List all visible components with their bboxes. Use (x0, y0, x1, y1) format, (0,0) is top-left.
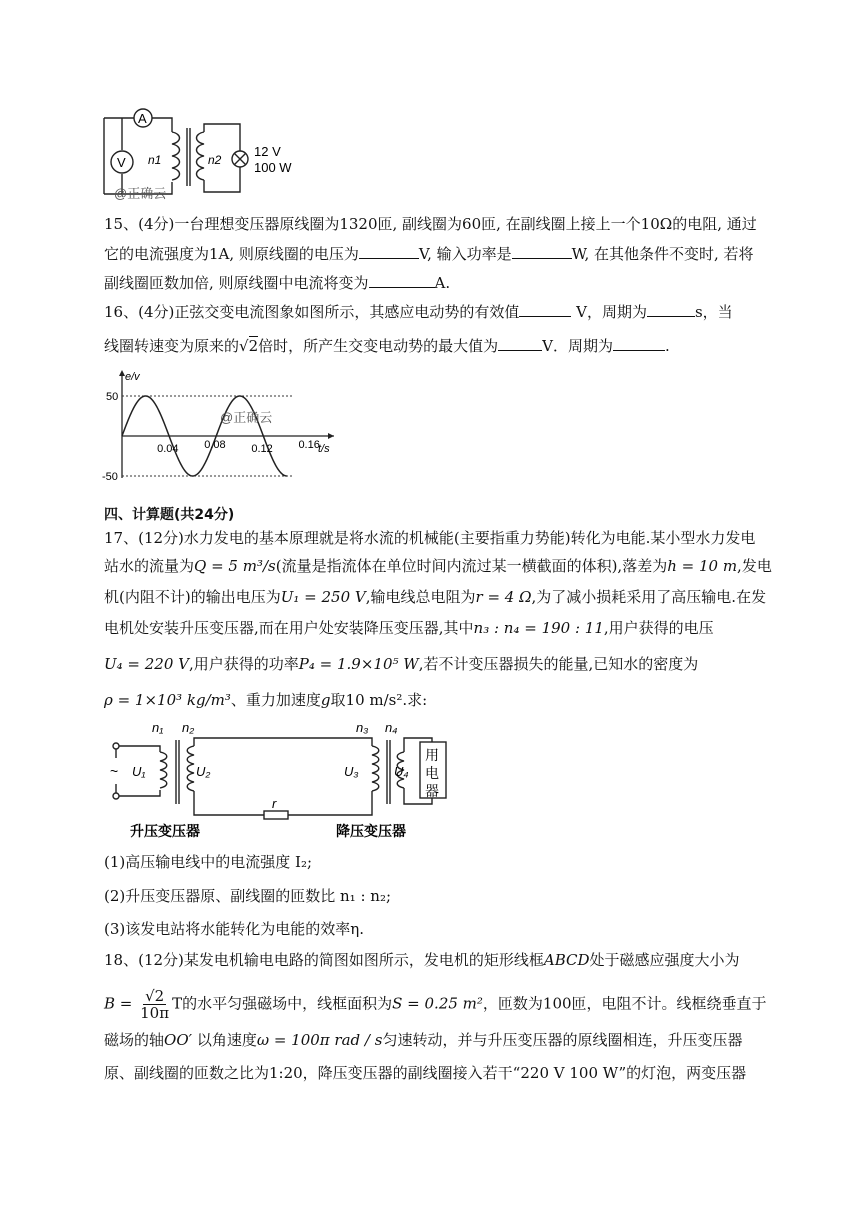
power-transmission-figure (104, 718, 464, 842)
n2-label: n2 (208, 153, 222, 167)
q17-line-4: 电机处安装升压变压器,而在用户处安装降压变压器,其中n₃ : n₄ = 190 : 11,用户获得的电压 (104, 619, 714, 637)
answer-blank[interactable] (498, 336, 542, 351)
q17-line-5: U₄ = 220 V,用户获得的功率P₄ = 1.9×10⁵ W,若不计变压器损失的能量,已知水的密度为 (104, 655, 699, 673)
voltmeter-label: V (117, 155, 126, 170)
answer-blank[interactable] (369, 273, 435, 288)
u4-label: U₄ (394, 764, 409, 779)
q16-line-1: 16、(4分)正弦交变电流图象如图所示，其感应电动势的有效值 V，周期为 s，当 (104, 303, 733, 321)
q15-line-1: 15、(4分)一台理想变压器原线圈为1320匝, 副线圈为60匝, 在副线圈上接上一个10Ω的电阻, 通过 (104, 215, 757, 233)
sine-wave-chart (100, 366, 340, 486)
answer-blank[interactable] (613, 336, 665, 351)
ammeter-label: A (138, 111, 147, 126)
q17-sub-2: (2)升压变压器原、副线圈的匝数比 n₁ : n₂; (104, 887, 392, 905)
section-title: 四、计算题(共24分) (104, 507, 235, 523)
n3-label: n₃ (356, 720, 369, 735)
y-tick-label: -50 (102, 471, 118, 483)
n4-label: n₄ (385, 720, 398, 735)
resistor-label: r (272, 796, 277, 811)
x-axis-label: t/s (318, 443, 330, 455)
q17-line-6: ρ = 1×10³ kg/m³、重力加速度g取10 m/s².求: (104, 691, 428, 709)
q17-line-3: 机(内阻不计)的输出电压为U₁ = 250 V,输电线总电阻为r = 4 Ω,为了减小损耗采用了高压输电.在发 (104, 588, 767, 606)
load-label-2: 电 (425, 765, 439, 781)
q18-line-2: B = $\frac{√2}{10\pi}$ T的水平匀强磁场中，线框面积为S = 0.25 m²，匝数为100匝，电阻不计。线框绕垂直于 (104, 987, 767, 1022)
q17-line-2: 站水的流量为Q = 5 m³/s(流量是指流体在单位时间内流过某一横截面的体积),落差为h = 10 m,发电 (104, 557, 772, 575)
sqrt-symbol: √2 (239, 337, 259, 355)
n1-label: n₁ (152, 720, 164, 735)
n2-label: n₂ (182, 720, 195, 735)
watermark: @正确云 (114, 186, 167, 200)
y-axis-label: e/v (125, 371, 140, 383)
answer-blank[interactable] (519, 302, 571, 317)
x-tick-label: 0.12 (251, 443, 273, 455)
answer-blank[interactable] (647, 302, 695, 317)
n1-label: n1 (148, 153, 162, 167)
x-tick-label: 0.08 (204, 439, 226, 451)
step-up-label: 升压变压器 (130, 823, 200, 839)
watermark: @正确云 (220, 410, 273, 425)
load-label-3: 器 (425, 783, 439, 799)
q17-line-1: 17、(12分)水力发电的基本原理就是将水流的机械能(主要指重力势能)转化为电能.某小型水力发电 (104, 529, 756, 547)
load-label-1: 用 (425, 747, 439, 763)
q17-sub-1: (1)高压输电线中的电流强度 I₂; (104, 853, 313, 871)
x-tick-label: 0.16 (298, 439, 320, 451)
q15-line-3: 副线圈匝数加倍, 则原线圈中电流将变为 A. (104, 274, 451, 292)
q15-line-2: 它的电流强度为1A, 则原线圈的电压为 V, 输入功率是 W, 在其他条件不变时, 若将 (104, 245, 754, 263)
x-tick-label: 0.04 (157, 443, 179, 455)
u2-label: U₂ (196, 764, 211, 779)
q18-line-4: 原、副线圈的匝数之比为1:20，降压变压器的副线圈接入若干“220 V 100 W”的灯泡，两变压器 (104, 1064, 747, 1082)
x-axis-arrow (328, 433, 334, 439)
transformer-circuit-figure (100, 104, 300, 200)
u1-label: U₁ (132, 764, 146, 779)
q17-sub-3: (3)该发电站将水能转化为电能的效率η. (104, 920, 365, 938)
lamp-power: 100 W (254, 160, 292, 175)
answer-blank[interactable] (359, 244, 419, 259)
lamp-voltage: 12 V (254, 144, 281, 159)
y-tick-label: 50 (106, 391, 119, 403)
step-down-label: 降压变压器 (336, 823, 406, 839)
q18-line-3: 磁场的轴OO′ 以角速度ω = 100π rad / s匀速转动，并与升压变压器的原线圈相连，升压变压器 (104, 1031, 743, 1049)
q18-line-1: 18、(12分)某发电机输电电路的简图如图所示，发电机的矩形线框ABCD处于磁感应强度大小为 (104, 951, 740, 969)
fraction: $\frac{√2}{10\pi}$ (140, 987, 170, 1022)
q16-line-2: 线圈转速变为原来的√2倍时，所产生交变电动势的最大值为 V．周期为 . (104, 337, 670, 355)
u3-label: U₃ (344, 764, 359, 779)
ac-source-symbol: ~ (110, 763, 119, 779)
answer-blank[interactable] (512, 244, 572, 259)
